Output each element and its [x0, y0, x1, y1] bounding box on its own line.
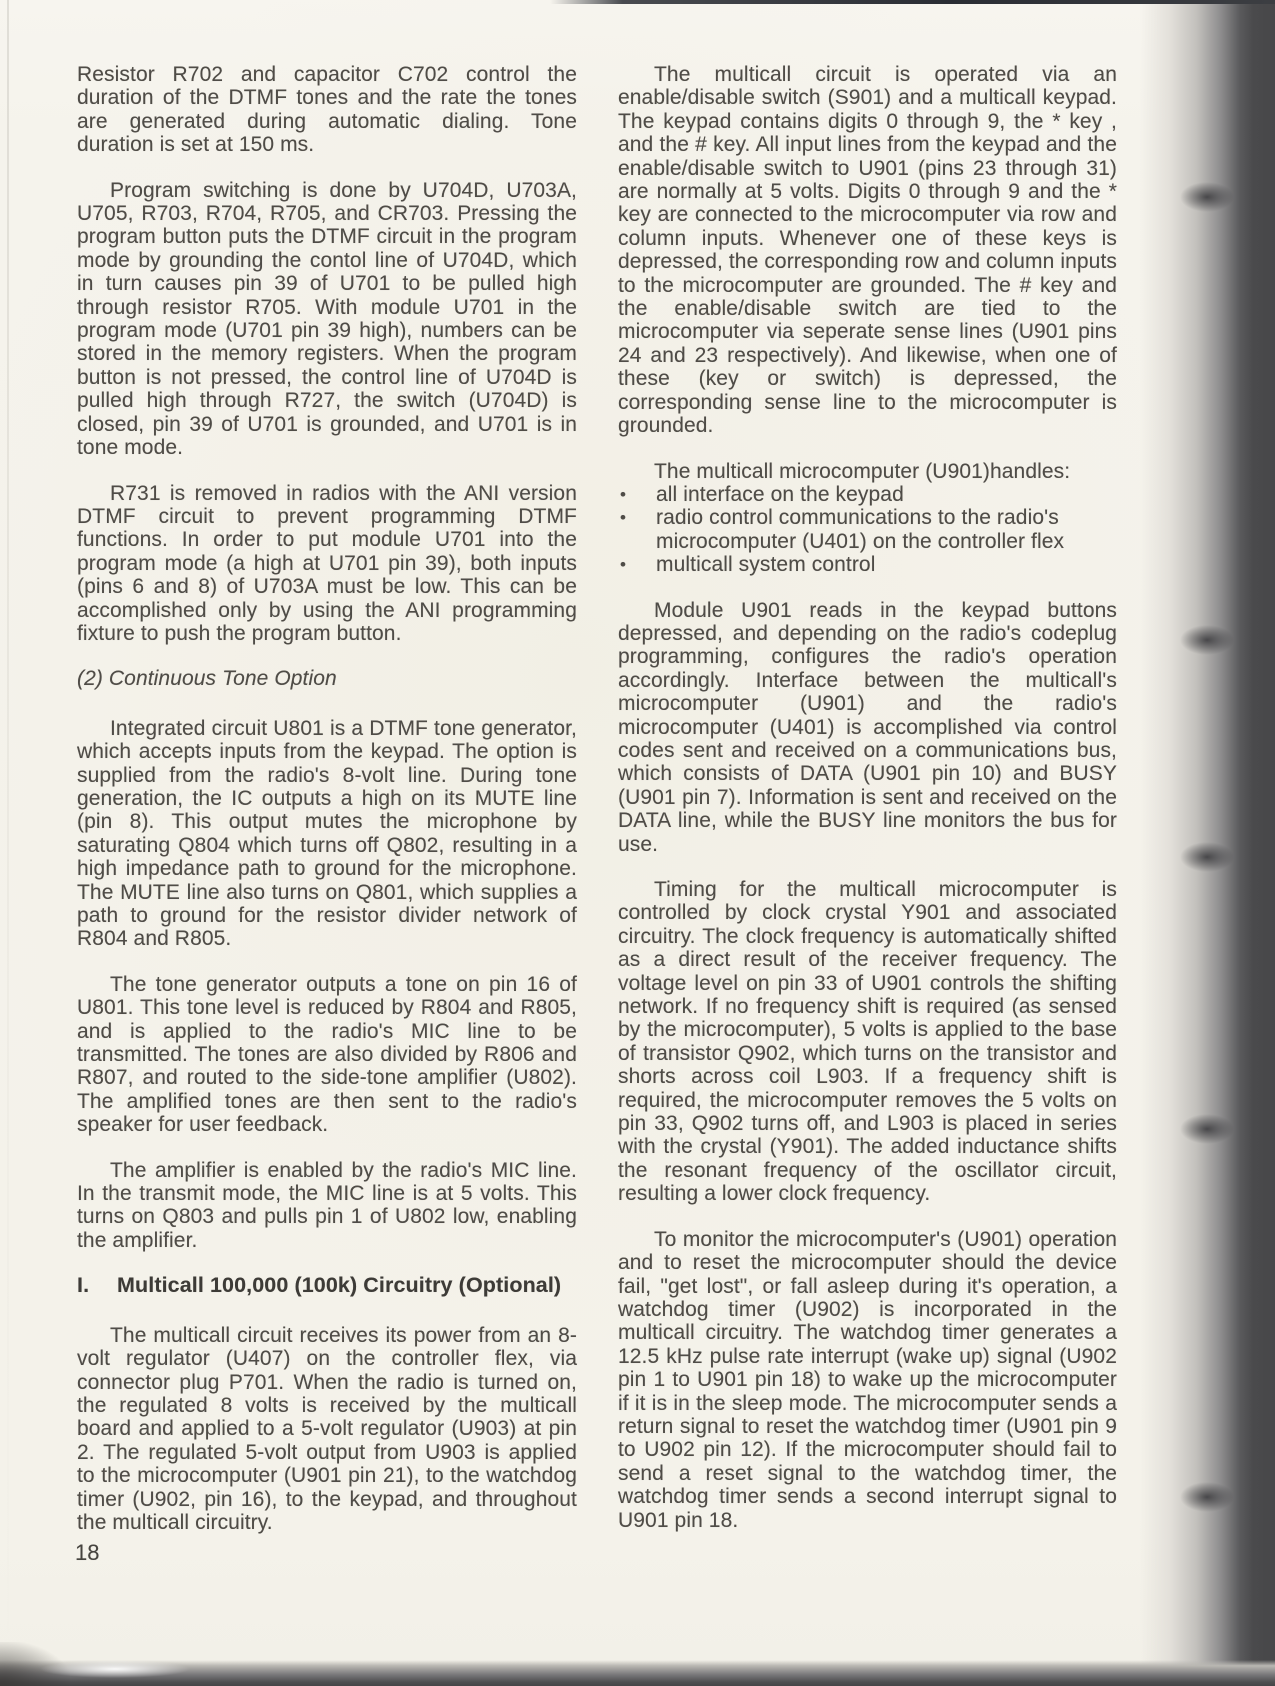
paragraph-watchdog-timer: To monitor the microcomputer's (U901) operation and to reset the microcomputer should the device fail, "get lost", or fall asleep during it's operation, a watchdog timer (U902) is incorporated in the multicall circuitry. The watchdog timer generates a 12.5 kHz pulse rate interrupt (wake up) signal (U902 pin 1 to U901 pin 18) to wake up the microcomputer if it is in the sleep mode. The microcomputer sends a return signal to reset the watchdog timer (U901 pin 9 to U902 pin 12). If the microcomputer should fail to send a reset signal to the watchdog timer, the watchdog timer sends a second interrupt signal to U901 pin 18. [618, 1227, 1117, 1532]
bullet-list [618, 483, 1117, 577]
paragraph-multicall-power: The multicall circuit receives its power from an 8-volt regulator (U407) on the controller flex, via connector plug P701. When the radio is turned on, the regulated 8 volts is received by the multicall board and applied to a 5-volt regulator (U903) at pin 2. The regulated 5-volt output from U903 is applied to the microcomputer (U901 pin 21), to the watchdog timer (U902, pin 16), to the keypad, and throughout the multicall circuitry. [77, 1323, 577, 1534]
bottom-left-highlight [40, 1660, 190, 1678]
paragraph-dtmf-duration: Resistor R702 and capacitor C702 control the duration of the DTMF tones and the rate the tones are generated during automatic dialing. Tone duration is set at 150 ms. [77, 63, 577, 157]
paragraph-list-intro: The multicall microcomputer (U901)handles: [654, 459, 1071, 483]
paragraph-multicall-operation: The multicall circuit is operated via an enable/disable switch (S901) and a multicall keypad. The keypad contains digits 0 through 9, the * key , and the # key. All input lines from the keypad and the enable/disable switch to U901 (pins 23 through 31) are normally at 5 volts. Digits 0 through 9 and the * key are connected to the microcomputer via row and column inputs. Whenever one of these keys is depressed, the corresponding row and column inputs to the microcomputer are grounded. The # key and the enable/disable switch are tied to the microcomputer via seperate sense lines (U901 pins 24 and 23 respectively). And likewise, when one of these (key or switch) is depressed, the corresponding sense line to the microcomputer is grounded. [618, 63, 1117, 438]
binding-bump [1180, 1482, 1234, 1512]
bullet-text: all interface on the keypad [656, 482, 904, 506]
page-number: 18 [75, 1540, 100, 1565]
top-edge-line [550, 0, 1275, 4]
paragraph-r731-ani: R731 is removed in radios with the ANI version DTMF circuit to prevent programming DTMF functions. In order to put module U701 into the program mode (a high at U701 pin 39), both inputs (pins 6 and 8) of U703A must be low. This can be accomplished only by using the ANI programming fixture to push the program button. [77, 481, 577, 645]
binding-bump [1180, 625, 1234, 655]
bullet-text: radio control communications to the radio's microcomputer (U401) on the controller flex [656, 506, 1065, 553]
section-heading-numeral: I. [77, 1273, 90, 1298]
binding-bump [1180, 182, 1234, 212]
paragraph-amplifier-enable: The amplifier is enabled by the radio's MIC line. In the transmit mode, the MIC line is at 5 volts. This turns on Q803 and pulls pin 1 of U802 low, enabling the amplifier. [77, 1158, 577, 1252]
left-column [77, 63, 577, 1556]
paragraph-clock-timing: Timing for the multicall microcomputer is controlled by clock crystal Y901 and associated circuitry. The clock frequency is automatically shifted as a direct result of the receiver frequency. The voltage level on pin 33 of U901 controls the shifting network. If no frequency shift is required (as sensed by the microcomputer), 5 volts is applied to the base of transistor Q902, which turns on the transistor and shorts across coil L903. If a frequency shift is required, the microcomputer removes the 5 volts on pin 33, Q902 turns off, and L903 is placed in series with the crystal (Y901). The added inductance shifts the resonant frequency of the oscillator circuit, resulting a lower clock frequency. [618, 878, 1117, 1206]
paragraph-tone-output: The tone generator outputs a tone on pin 16 of U801. This tone level is reduced by R804 and R805, and is applied to the radio's MIC line to be transmitted. The tones are also divided by R806 and R807, and routed to the side-tone amplifier (U802). The amplified tones are then sent to the radio's speaker for user feedback. [77, 972, 577, 1137]
paragraph-program-switching: Program switching is done by U704D, U703A, U705, R703, R704, R705, and CR703. Pressing the program button puts the DTMF circuit in the program mode by grounding the contol line of U704D, which in turn causes pin 39 of U701 to be pulled high through resistor R705. With module U701 in the program mode (U701 pin 39 high), numbers can be stored in the memory registers. When the program button is not pressed, the control line of U704D is pulled high through R727, the switch (U704D) is closed, pin 39 of U701 is grounded, and U701 is in tone mode. [77, 178, 577, 460]
paper-crease [7, 0, 9, 1660]
bullet-dot: • [620, 484, 627, 504]
bullet-dot: • [620, 555, 627, 575]
bullet-item [618, 553, 1117, 576]
binding-bump [1180, 842, 1234, 872]
bottom-edge [0, 1660, 1275, 1686]
section-heading-multicall [77, 1274, 577, 1297]
binding-bump [1180, 1114, 1234, 1144]
bullet-dot: • [620, 508, 627, 528]
bullet-item [618, 483, 1117, 506]
bullet-text: multicall system control [656, 553, 876, 577]
paragraph-u801-tone-generator: Integrated circuit U801 is a DTMF tone generator, which accepts inputs from the keypad. The option is supplied from the radio's 8-volt line. During tone generation, the IC outputs a high on its MUTE line (pin 8). This output mutes the microphone by saturating Q804 which turns off Q802, resulting in a high impedance path to ground for the microphone. The MUTE line also turns on Q801, which supplies a path to ground for the resistor divider network of R804 and R805. [77, 716, 577, 951]
paragraph-u901-reads-keypad: Module U901 reads in the keypad buttons depressed, and depending on the radio's codeplug programming, configures the radio's operation accordingly. Interface between the multicall's microcomputer (U901) and the radio's microcomputer (U401) is accomplished via control codes sent and received on a communications bus, which consists of DATA (U901 pin 10) and BUSY (U901 pin 7). Information is sent and received on the DATA line, while the BUSY line monitors the bus for use. [618, 598, 1117, 856]
section-heading-title: Multicall 100,000 (100k) Circuitry (Optional) [117, 1273, 562, 1298]
section-heading-continuous-tone: (2) Continuous Tone Option [77, 667, 337, 691]
right-column [618, 63, 1117, 1554]
bullet-item [618, 506, 1117, 553]
